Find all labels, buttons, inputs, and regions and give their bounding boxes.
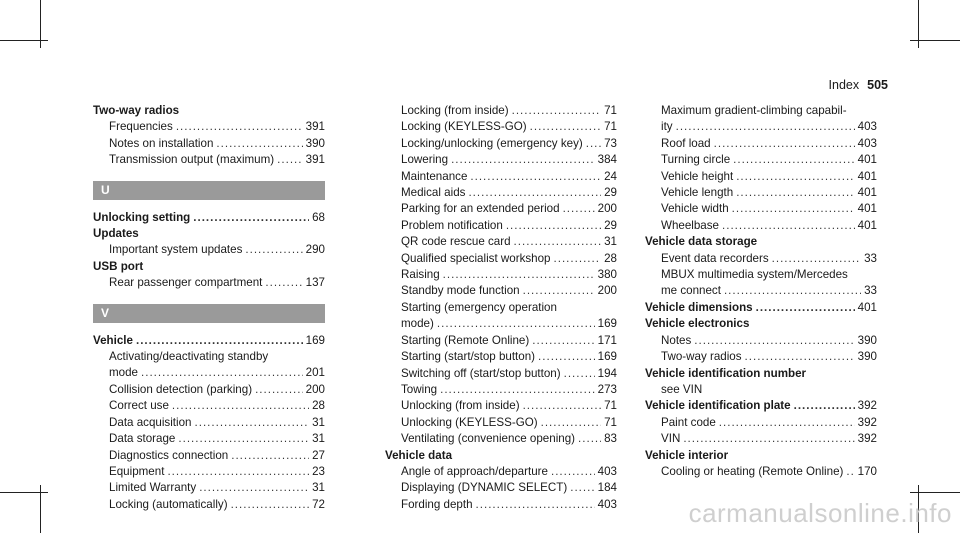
index-subentry[interactable] bbox=[385, 431, 617, 447]
page-ref[interactable]: 401 bbox=[857, 186, 877, 200]
watermark: carmanualsonline.info bbox=[688, 498, 952, 528]
index-entry bbox=[645, 316, 877, 332]
index-subentry[interactable] bbox=[645, 169, 877, 185]
page-ref[interactable]: 392 bbox=[857, 432, 877, 446]
index-subentry[interactable] bbox=[385, 333, 617, 349]
dot-leader bbox=[512, 103, 601, 119]
page-ref[interactable]: 380 bbox=[597, 268, 617, 282]
page-ref[interactable]: 200 bbox=[597, 284, 617, 298]
index-subentry[interactable] bbox=[385, 169, 617, 185]
entry-text: Vehicle width bbox=[661, 202, 729, 216]
entry-text: Data acquisition bbox=[109, 415, 192, 429]
index-subentry[interactable] bbox=[93, 382, 325, 398]
index-subentry[interactable] bbox=[645, 415, 877, 431]
page-ref[interactable]: 29 bbox=[604, 218, 617, 232]
entry-text: QR code rescue card bbox=[401, 235, 511, 249]
dot-leader bbox=[514, 234, 602, 250]
entry-text: mode bbox=[109, 366, 139, 380]
page-ref[interactable]: 273 bbox=[597, 382, 617, 396]
page-ref[interactable]: 72 bbox=[312, 497, 325, 511]
entry-text: Displaying (DYNAMIC SELECT) bbox=[401, 481, 568, 495]
index-column-2 bbox=[385, 103, 617, 513]
entry-text: Limited Warranty bbox=[109, 481, 197, 495]
entry-text: VIN bbox=[661, 432, 681, 446]
dot-leader bbox=[714, 136, 855, 152]
page-ref[interactable]: 31 bbox=[604, 235, 617, 249]
dot-leader bbox=[846, 464, 854, 480]
page-ref[interactable]: 390 bbox=[857, 333, 877, 347]
page-ref[interactable]: 401 bbox=[857, 153, 877, 167]
page-ref[interactable]: 83 bbox=[604, 432, 617, 446]
dot-leader bbox=[451, 152, 595, 168]
page-ref[interactable]: 384 bbox=[597, 153, 617, 167]
entry-text: Vehicle identification number bbox=[645, 366, 807, 380]
page-ref[interactable]: 390 bbox=[857, 350, 877, 364]
index-subentry[interactable] bbox=[93, 398, 325, 414]
entry-text: Ventilating (convenience opening) bbox=[401, 432, 576, 446]
index-subentry[interactable] bbox=[93, 365, 325, 381]
index-entry[interactable] bbox=[645, 398, 877, 414]
page-number: 505 bbox=[867, 78, 888, 92]
dot-leader bbox=[172, 398, 309, 414]
page-ref[interactable]: 71 bbox=[604, 120, 617, 134]
entry-text: Activating/deactivating standby bbox=[109, 350, 269, 364]
page-ref[interactable]: 391 bbox=[305, 120, 325, 134]
entry-text: Frequencies bbox=[109, 120, 173, 134]
index-subentry[interactable] bbox=[645, 283, 877, 299]
index-subentry[interactable] bbox=[93, 497, 325, 513]
entry-text: Vehicle electronics bbox=[645, 317, 750, 331]
index-subentry[interactable] bbox=[385, 251, 617, 267]
index-subentry[interactable] bbox=[93, 136, 325, 152]
page-ref[interactable]: 200 bbox=[597, 202, 617, 216]
entry-text: Starting (emergency operation bbox=[401, 300, 557, 314]
index-subentry[interactable] bbox=[93, 448, 325, 464]
index-subentry[interactable] bbox=[93, 415, 325, 431]
entry-text: Maintenance bbox=[401, 169, 468, 183]
index-subentry[interactable] bbox=[385, 480, 617, 496]
entry-text: Vehicle dimensions bbox=[645, 300, 753, 314]
page-ref[interactable]: 71 bbox=[604, 415, 617, 429]
dot-leader bbox=[176, 119, 303, 135]
entry-text: Locking (KEYLESS-GO) bbox=[401, 120, 527, 134]
dot-leader bbox=[523, 283, 595, 299]
page-ref[interactable]: 184 bbox=[597, 481, 617, 495]
dot-leader bbox=[141, 365, 303, 381]
page-ref[interactable]: 390 bbox=[305, 136, 325, 150]
page-ref[interactable]: 401 bbox=[857, 202, 877, 216]
page-ref[interactable]: 169 bbox=[597, 317, 617, 331]
entry-text: Event data recorders bbox=[661, 251, 769, 265]
dot-leader bbox=[437, 316, 595, 332]
dot-leader bbox=[476, 497, 595, 513]
dot-leader bbox=[532, 333, 594, 349]
entry-text: Qualified specialist workshop bbox=[401, 251, 551, 265]
entry-text: me connect bbox=[661, 284, 721, 298]
page-ref[interactable]: 31 bbox=[312, 432, 325, 446]
entry-text: Data storage bbox=[109, 432, 176, 446]
index-subentry[interactable] bbox=[645, 431, 877, 447]
page-ref[interactable]: 71 bbox=[604, 104, 617, 117]
page-ref[interactable]: 169 bbox=[597, 350, 617, 364]
entry-text: USB port bbox=[93, 259, 144, 273]
dot-leader bbox=[683, 431, 854, 447]
page-ref[interactable]: 27 bbox=[312, 448, 325, 462]
entry-text: ity bbox=[661, 120, 673, 134]
dot-leader bbox=[265, 275, 302, 291]
page-ref[interactable]: 171 bbox=[597, 333, 617, 347]
entry-text: Vehicle identification plate bbox=[645, 399, 791, 413]
dot-leader bbox=[231, 497, 310, 513]
page-ref[interactable]: 200 bbox=[305, 382, 325, 396]
entry-text: Fording depth bbox=[401, 497, 473, 511]
index-subentry[interactable] bbox=[385, 283, 617, 299]
index-column-3 bbox=[645, 103, 877, 480]
entry-text: Locking (from inside) bbox=[401, 104, 509, 117]
dot-leader bbox=[440, 382, 595, 398]
index-subentry[interactable] bbox=[385, 201, 617, 217]
page-ref[interactable]: 31 bbox=[312, 481, 325, 495]
page-ref[interactable]: 33 bbox=[864, 251, 877, 265]
entry-text: Collision detection (parking) bbox=[109, 382, 253, 396]
entry-text: Unlocking setting bbox=[93, 210, 191, 224]
entry-text: Turning circle bbox=[661, 153, 731, 167]
index-entry bbox=[93, 103, 325, 119]
page-ref[interactable]: 73 bbox=[604, 136, 617, 150]
dot-leader bbox=[277, 152, 303, 168]
index-entry[interactable] bbox=[645, 300, 877, 316]
entry-text: Vehicle height bbox=[661, 169, 734, 183]
index-subentry bbox=[645, 267, 877, 283]
page-header bbox=[829, 78, 888, 92]
dot-leader bbox=[541, 415, 601, 431]
dot-leader bbox=[443, 267, 595, 283]
page-ref[interactable]: 401 bbox=[857, 218, 877, 232]
index-subentry[interactable] bbox=[385, 119, 617, 135]
entry-text: Locking/unlocking (emergency key) bbox=[401, 136, 583, 150]
entry-text: Updates bbox=[93, 227, 139, 241]
dot-leader bbox=[694, 333, 854, 349]
dot-leader bbox=[745, 349, 855, 365]
entry-text: Starting (start/stop button) bbox=[401, 350, 536, 364]
crop-mark bbox=[0, 492, 48, 493]
dot-leader bbox=[255, 382, 303, 398]
entry-text: Diagnostics connection bbox=[109, 448, 229, 462]
page-ref[interactable]: 23 bbox=[312, 464, 325, 478]
entry-text: Switching off (start/stop button) bbox=[401, 366, 561, 380]
page-ref[interactable]: 68 bbox=[312, 210, 325, 224]
dot-leader bbox=[245, 242, 302, 258]
dot-leader bbox=[794, 398, 855, 414]
index-subentry[interactable] bbox=[93, 152, 325, 168]
entry-text: Equipment bbox=[109, 464, 165, 478]
page-ref[interactable]: 392 bbox=[857, 415, 877, 429]
crop-mark bbox=[910, 40, 960, 41]
entry-text: Locking (automatically) bbox=[109, 497, 228, 511]
index-subentry[interactable] bbox=[645, 218, 877, 234]
index-subentry[interactable] bbox=[93, 119, 325, 135]
page-ref[interactable]: 29 bbox=[604, 186, 617, 200]
index-subentry[interactable] bbox=[385, 366, 617, 382]
entry-text: Maximum gradient-climbing capabil- bbox=[661, 104, 847, 117]
page-ref[interactable]: 401 bbox=[857, 300, 877, 314]
page-ref[interactable]: 403 bbox=[597, 464, 617, 478]
index-entry bbox=[645, 366, 877, 382]
dot-leader bbox=[530, 119, 601, 135]
index-subentry[interactable] bbox=[93, 431, 325, 447]
entry-text: Standby mode function bbox=[401, 284, 520, 298]
index-subentry bbox=[93, 349, 325, 365]
index-subentry[interactable] bbox=[385, 152, 617, 168]
entry-text: Vehicle length bbox=[661, 186, 734, 200]
index-entry bbox=[385, 448, 617, 464]
entry-text: Vehicle data storage bbox=[645, 235, 758, 249]
section-letter-bar: U bbox=[93, 181, 325, 200]
index-entry bbox=[93, 226, 325, 242]
entry-text: Rear passenger compartment bbox=[109, 276, 263, 290]
entry-text: Medical aids bbox=[401, 186, 466, 200]
entry-text: Unlocking (from inside) bbox=[401, 399, 520, 413]
index-subentry[interactable] bbox=[385, 185, 617, 201]
entry-text: Vehicle bbox=[93, 333, 133, 347]
index-subentry bbox=[385, 300, 617, 316]
index-subentry[interactable] bbox=[385, 316, 617, 332]
dot-leader bbox=[136, 333, 303, 349]
entry-text: Notes bbox=[661, 333, 692, 347]
index-subentry[interactable] bbox=[645, 333, 877, 349]
entry-text: Notes on installation bbox=[109, 136, 214, 150]
index-subentry[interactable] bbox=[385, 267, 617, 283]
page-ref[interactable]: 24 bbox=[604, 169, 617, 183]
index-subentry bbox=[645, 382, 877, 398]
dot-leader bbox=[564, 366, 595, 382]
dot-leader bbox=[756, 300, 855, 316]
page-ref[interactable]: 391 bbox=[305, 153, 325, 167]
dot-leader bbox=[772, 251, 861, 267]
entry-text: Problem notification bbox=[401, 218, 503, 232]
dot-leader bbox=[551, 464, 595, 480]
entry-text: mode) bbox=[401, 317, 434, 331]
dot-leader bbox=[195, 415, 310, 431]
crop-mark bbox=[0, 40, 48, 41]
index-subentry[interactable] bbox=[385, 234, 617, 250]
entry-text: Wheelbase bbox=[661, 218, 720, 232]
index-subentry[interactable] bbox=[385, 349, 617, 365]
dot-leader bbox=[178, 431, 309, 447]
dot-leader bbox=[570, 480, 594, 496]
entry-text: see VIN bbox=[661, 382, 703, 396]
page-ref[interactable]: 403 bbox=[857, 120, 877, 134]
entry-text: Raising bbox=[401, 268, 440, 282]
dot-leader bbox=[724, 283, 861, 299]
dot-leader bbox=[506, 218, 601, 234]
index-subentry[interactable] bbox=[645, 464, 877, 480]
entry-text: Two-way radios bbox=[661, 350, 742, 364]
index-subentry[interactable] bbox=[385, 464, 617, 480]
entry-text: Paint code bbox=[661, 415, 716, 429]
page-ref[interactable]: 170 bbox=[857, 464, 877, 478]
index-subentry[interactable] bbox=[385, 103, 617, 119]
index-subentry[interactable] bbox=[385, 398, 617, 414]
index-entry[interactable] bbox=[93, 210, 325, 226]
page-ref[interactable]: 137 bbox=[305, 276, 325, 290]
page-ref[interactable]: 401 bbox=[857, 169, 877, 183]
entry-text: Unlocking (KEYLESS-GO) bbox=[401, 415, 538, 429]
index-subentry[interactable] bbox=[93, 480, 325, 496]
dot-leader bbox=[167, 464, 309, 480]
index-subentry[interactable] bbox=[385, 415, 617, 431]
entry-text: Lowering bbox=[401, 153, 449, 167]
entry-text: Important system updates bbox=[109, 243, 243, 257]
dot-leader bbox=[578, 431, 601, 447]
entry-text: Roof load bbox=[661, 136, 711, 150]
index-entry bbox=[645, 234, 877, 250]
index-subentry[interactable] bbox=[93, 275, 325, 291]
index-subentry[interactable] bbox=[645, 119, 877, 135]
dot-leader bbox=[193, 210, 309, 226]
index-subentry[interactable] bbox=[385, 382, 617, 398]
index-subentry[interactable] bbox=[645, 185, 877, 201]
dot-leader bbox=[199, 480, 309, 496]
page-ref[interactable]: 403 bbox=[857, 136, 877, 150]
index-subentry[interactable] bbox=[645, 201, 877, 217]
dot-leader bbox=[736, 169, 854, 185]
page-ref[interactable]: 33 bbox=[864, 284, 877, 298]
index-entry bbox=[93, 259, 325, 275]
dot-leader bbox=[733, 152, 855, 168]
page-ref[interactable]: 194 bbox=[597, 366, 617, 380]
dot-leader bbox=[538, 349, 595, 365]
page-ref[interactable]: 201 bbox=[305, 366, 325, 380]
dot-leader bbox=[470, 169, 601, 185]
dot-leader bbox=[468, 185, 601, 201]
index-subentry[interactable] bbox=[645, 251, 877, 267]
index-subentry[interactable] bbox=[93, 242, 325, 258]
index-subentry[interactable] bbox=[645, 152, 877, 168]
dot-leader bbox=[732, 201, 855, 217]
dot-leader bbox=[736, 185, 854, 201]
dot-leader bbox=[586, 136, 601, 152]
index-column-1 bbox=[93, 103, 325, 513]
dot-leader bbox=[563, 201, 595, 217]
index-subentry[interactable] bbox=[385, 497, 617, 513]
index-subentry[interactable] bbox=[385, 136, 617, 152]
page-ref[interactable]: 28 bbox=[312, 399, 325, 413]
index-subentry[interactable] bbox=[385, 218, 617, 234]
entry-text: Vehicle data bbox=[385, 448, 453, 462]
entry-text: Correct use bbox=[109, 399, 169, 413]
index-subentry[interactable] bbox=[645, 349, 877, 365]
entry-text: Two-way radios bbox=[93, 104, 180, 117]
entry-text: Towing bbox=[401, 382, 438, 396]
entry-text: Parking for an extended period bbox=[401, 202, 560, 216]
dot-leader bbox=[722, 218, 855, 234]
index-entry bbox=[645, 448, 877, 464]
section-letter-bar: V bbox=[93, 304, 325, 323]
dot-leader bbox=[523, 398, 602, 414]
entry-text: Vehicle interior bbox=[645, 448, 729, 462]
dot-leader bbox=[719, 415, 855, 431]
page-ref[interactable]: 31 bbox=[312, 415, 325, 429]
entry-text: Starting (Remote Online) bbox=[401, 333, 530, 347]
entry-text: MBUX multimedia system/Mercedes bbox=[661, 268, 848, 282]
dot-leader bbox=[231, 448, 309, 464]
page-ref[interactable]: 290 bbox=[305, 243, 325, 257]
page-ref[interactable]: 169 bbox=[305, 333, 325, 347]
dot-leader bbox=[216, 136, 302, 152]
entry-text: Transmission output (maximum) bbox=[109, 153, 275, 167]
index-subentry[interactable] bbox=[645, 136, 877, 152]
header-label: Index bbox=[828, 78, 860, 92]
page-ref[interactable]: 71 bbox=[604, 399, 617, 413]
page-ref[interactable]: 403 bbox=[597, 497, 617, 511]
dot-leader bbox=[554, 251, 602, 267]
dot-leader bbox=[676, 119, 855, 135]
entry-text: Angle of approach/departure bbox=[401, 464, 548, 478]
crop-mark bbox=[910, 492, 960, 493]
index-entry[interactable] bbox=[93, 333, 325, 349]
index-subentry bbox=[645, 103, 877, 119]
page-ref[interactable]: 392 bbox=[857, 399, 877, 413]
index-subentry[interactable] bbox=[93, 464, 325, 480]
entry-text: Cooling or heating (Remote Online) bbox=[661, 464, 844, 478]
page-ref[interactable]: 28 bbox=[604, 251, 617, 265]
